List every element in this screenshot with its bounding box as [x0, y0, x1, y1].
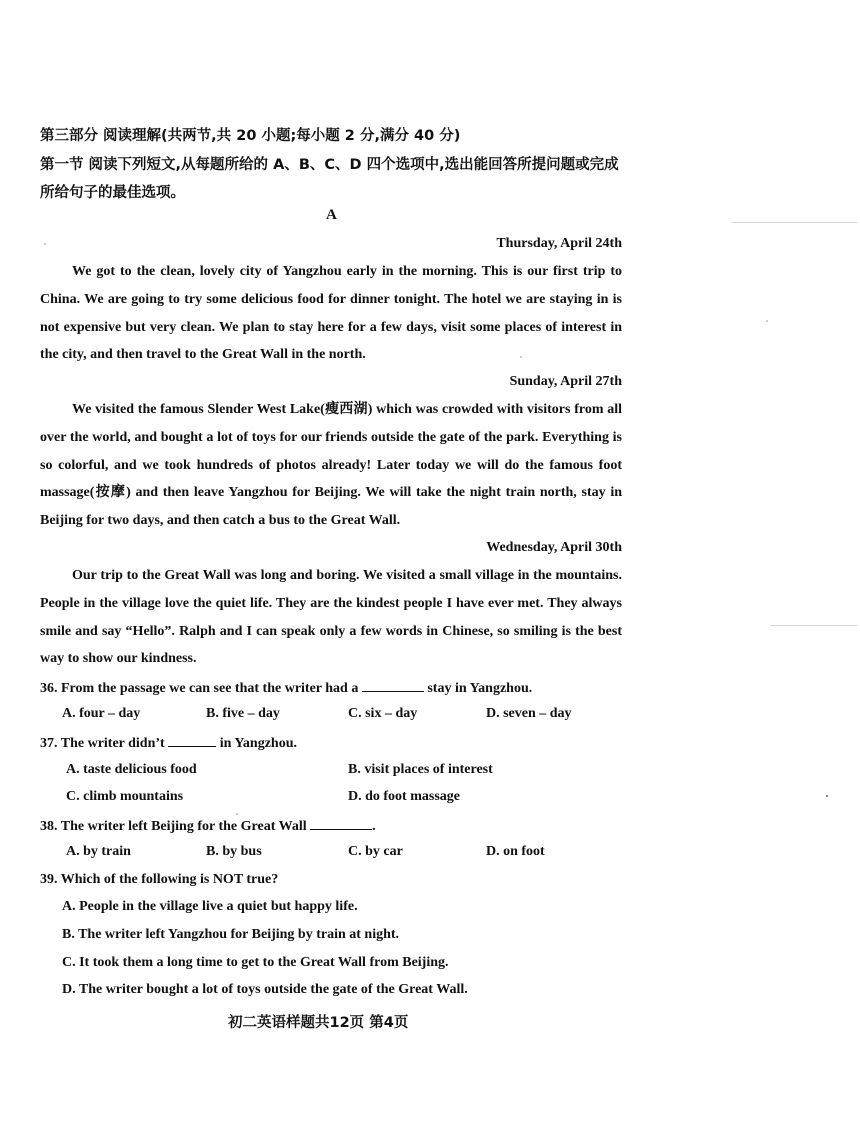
diary-paragraph: Our trip to the Great Wall was long and boring. We visited a small village in the mountains. People in the village love the quiet life. They are the kindest people I have ever met. They always smile and say “Hello”. Ralph and I can speak only a few words in Chinese, so smiling is the best way to show our kindness. [40, 568, 622, 667]
option: B. The writer left Yangzhou for Beijing by train at night. [62, 927, 400, 942]
scan-line [770, 625, 858, 626]
option: C. It took them a long time to get to the Great Wall from Beijing. [62, 955, 449, 970]
question-stem: 37. The writer didn’t [40, 736, 165, 751]
diary-date: Wednesday, April 30th [486, 540, 622, 555]
answer-blank [362, 679, 424, 692]
option: B. visit places of interest [348, 762, 493, 777]
scan-speck [44, 243, 46, 245]
diary-date: Sunday, April 27th [509, 374, 622, 389]
scan-speck [766, 320, 768, 322]
option: C. climb mountains [66, 789, 184, 804]
section-instruction-line1: 第一节 阅读下列短文,从每题所给的 A、B、C、D 四个选项中,选出能回答所提问题或完成 [40, 157, 619, 173]
option: A. four – day [62, 706, 141, 721]
option: D. The writer bought a lot of toys outside the gate of the Great Wall. [62, 982, 468, 997]
scan-speck [826, 795, 828, 797]
scan-speck [236, 813, 238, 815]
scan-speck [520, 356, 522, 358]
question-36 [40, 679, 532, 697]
option: A. taste delicious food [66, 762, 197, 777]
question-38 [40, 817, 376, 835]
option: C. by car [348, 844, 403, 859]
question-39 [40, 872, 278, 888]
option: A. by train [66, 844, 131, 859]
passage-label: A [326, 207, 337, 223]
section-instruction-line2: 所给句子的最佳选项。 [40, 185, 185, 201]
question-stem: 38. The writer left Beijing for the Great Wall [40, 819, 307, 834]
section-title: 第三部分 阅读理解(共两节,共 20 小题;每小题 2 分,满分 40 分) [40, 128, 461, 144]
option: D. do foot massage [348, 789, 460, 804]
question-stem: 39. Which of the following is NOT true? [40, 872, 279, 887]
scan-line [732, 222, 858, 223]
option: B. by bus [206, 844, 262, 859]
option: B. five – day [206, 706, 280, 721]
question-37 [40, 734, 297, 752]
question-stem-end: in Yangzhou. [219, 736, 298, 751]
answer-blank [168, 734, 216, 747]
option: C. six – day [348, 706, 418, 721]
page-footer: 初二英语样题共12页 第4页 [228, 1015, 409, 1031]
option: A. People in the village live a quiet but happy life. [62, 899, 358, 914]
question-stem-end: stay in Yangzhou. [427, 681, 533, 696]
diary-paragraph: We got to the clean, lovely city of Yangzhou early in the morning. This is our first trip to China. We are going to try some delicious food for dinner tonight. The hotel we are staying in is not expensive but very clean. We plan to stay here for a few days, visit some places of interest in the city, and then travel to the Great Wall in the north. [40, 264, 622, 363]
answer-blank [310, 817, 372, 830]
option: D. on foot [486, 844, 545, 859]
diary-paragraph: We visited the famous Slender West Lake(瘦西湖) which was crowded with visitors from all over the world, and bought a lot of toys for our friends outside the gate of the park. Everything is so colorful, and we took hundreds of photos already! Later today we will do the famous foot massage(按摩) and then leave Yangzhou for Beijing. We will take the night train north, stay in Beijing for two days, and then catch a bus to the Great Wall. [40, 402, 622, 529]
question-stem: 36. From the passage we can see that the writer had a [40, 681, 359, 696]
diary-date: Thursday, April 24th [496, 236, 622, 251]
question-stem-end: . [372, 819, 376, 834]
option: D. seven – day [486, 706, 572, 721]
